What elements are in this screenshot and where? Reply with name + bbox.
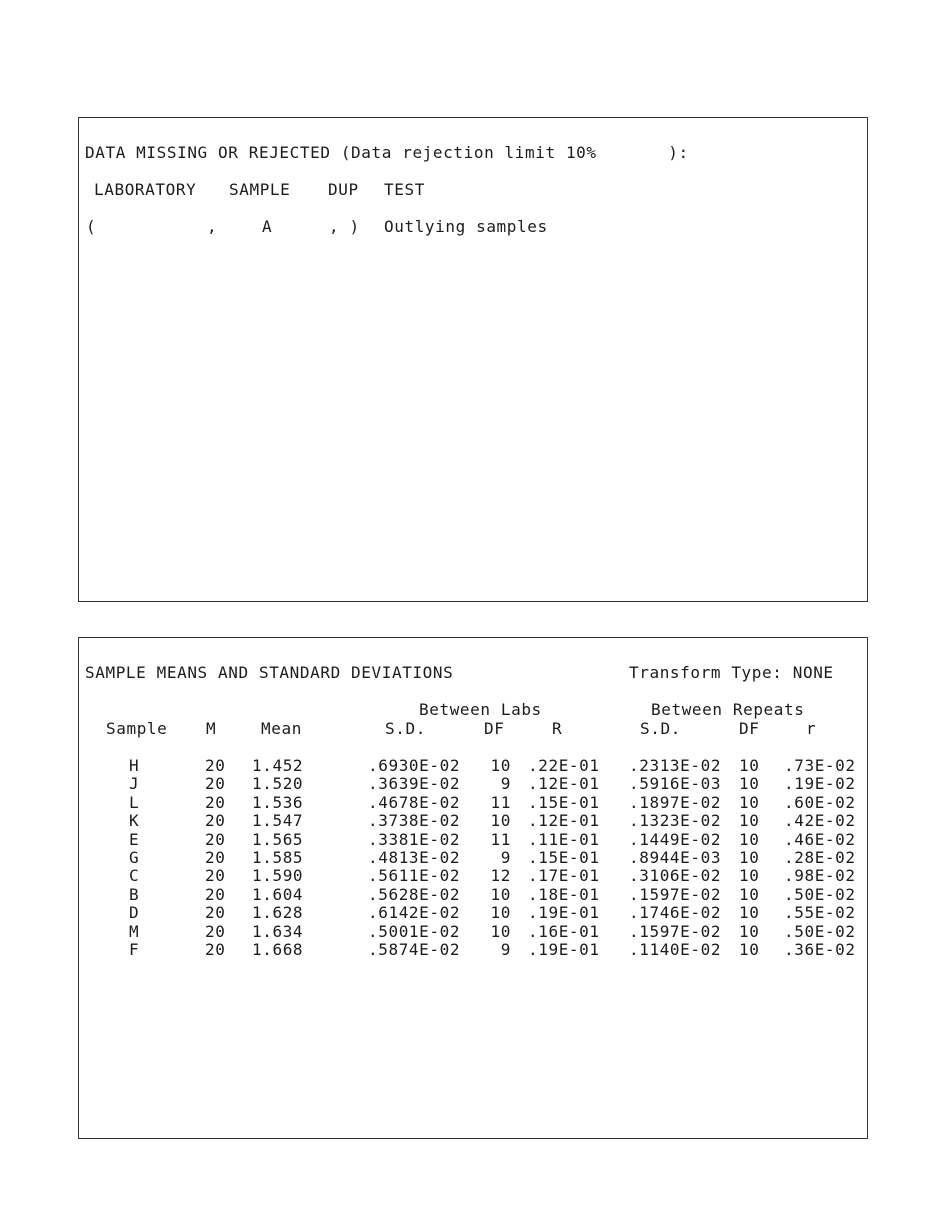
row-labs-r: .19E-01 [528, 903, 600, 923]
col-labs-sd: S.D. [385, 719, 426, 738]
col-rep-df: DF [739, 719, 760, 738]
row-sample: M [129, 921, 140, 941]
row-rep-df: 10 [739, 884, 760, 904]
row-sample: A [262, 217, 273, 236]
row-labs-r: .18E-01 [528, 884, 600, 904]
row-mean: 1.520 [252, 774, 304, 794]
row-rep-r: .28E-02 [784, 848, 856, 867]
row-labs-r: .15E-01 [528, 848, 600, 867]
row-sample: K [129, 811, 140, 831]
group-between-repeats: Between Repeats [651, 700, 805, 719]
transform-type: Transform Type: NONE [629, 663, 834, 682]
row-labs-r: .17E-01 [528, 866, 600, 886]
row-m: 20 [205, 829, 226, 849]
row-m: 20 [205, 774, 226, 794]
table-row [79, 775, 867, 793]
row-labs-sd: .5611E-02 [368, 866, 461, 886]
row-rep-sd: .8944E-03 [629, 848, 722, 867]
row-mean: 1.452 [252, 756, 304, 775]
row-rep-sd: .1897E-02 [629, 792, 722, 812]
row-labs-df: 9 [500, 848, 511, 867]
row-sample: G [129, 848, 140, 867]
row-labs-df: 10 [490, 921, 511, 941]
table-row [79, 941, 867, 959]
col-mean: Mean [261, 719, 302, 738]
row-rep-r: .50E-02 [784, 884, 856, 904]
row-test: Outlying samples [384, 217, 548, 236]
row-rep-sd: .1597E-02 [629, 884, 722, 904]
row-open-paren: ( [86, 217, 97, 236]
row-mean: 1.668 [252, 940, 304, 959]
row-m: 20 [205, 756, 226, 775]
row-rep-sd: .5916E-03 [629, 774, 722, 794]
row-rep-r: .98E-02 [784, 866, 856, 886]
row-labs-df: 10 [490, 756, 511, 775]
row-rep-r: .19E-02 [784, 774, 856, 794]
row-labs-sd: .4678E-02 [368, 792, 461, 812]
table-row [79, 886, 867, 904]
table-row [79, 849, 867, 867]
row-rep-sd: .1597E-02 [629, 921, 722, 941]
row-sample: J [129, 774, 140, 794]
row-sample: L [129, 792, 140, 812]
row-rep-df: 10 [739, 903, 760, 923]
row-labs-sd: .3381E-02 [368, 829, 461, 849]
row-rep-sd: .1746E-02 [629, 903, 722, 923]
table-row [79, 794, 867, 812]
row-mean: 1.565 [252, 829, 304, 849]
row-comma-close: , ) [329, 217, 360, 236]
row-labs-r: .11E-01 [528, 829, 600, 849]
row-m: 20 [205, 940, 226, 959]
row-rep-r: .73E-02 [784, 756, 856, 775]
row-labs-r: .19E-01 [528, 940, 600, 959]
row-mean: 1.547 [252, 811, 304, 831]
row-rep-sd: .1140E-02 [629, 940, 722, 959]
row-mean: 1.604 [252, 884, 304, 904]
row-m: 20 [205, 903, 226, 923]
data-missing-panel [78, 117, 868, 602]
row-m: 20 [205, 811, 226, 831]
col-m: M [206, 719, 217, 738]
row-labs-r: .15E-01 [528, 792, 600, 812]
header-test: TEST [384, 180, 425, 199]
row-sample: H [129, 756, 140, 775]
row-comma: , [207, 217, 218, 236]
row-sample: B [129, 884, 140, 904]
col-rep-r: r [806, 719, 817, 738]
row-labs-sd: .6142E-02 [368, 903, 461, 923]
row-labs-df: 10 [490, 811, 511, 831]
row-rep-r: .60E-02 [784, 792, 856, 812]
row-rep-df: 10 [739, 866, 760, 886]
row-mean: 1.585 [252, 848, 304, 867]
table-row [79, 831, 867, 849]
row-sample: D [129, 903, 140, 923]
row-rep-df: 10 [739, 940, 760, 959]
row-m: 20 [205, 848, 226, 867]
row-labs-r: .12E-01 [528, 811, 600, 831]
row-labs-df: 9 [500, 940, 511, 959]
row-labs-df: 12 [490, 866, 511, 886]
table-row [79, 867, 867, 885]
row-labs-r: .16E-01 [528, 921, 600, 941]
row-labs-sd: .4813E-02 [368, 848, 461, 867]
row-labs-sd: .3639E-02 [368, 774, 461, 794]
row-m: 20 [205, 866, 226, 886]
row-labs-sd: .5628E-02 [368, 884, 461, 904]
table-row [79, 812, 867, 830]
col-rep-sd: S.D. [640, 719, 681, 738]
row-labs-sd: .5001E-02 [368, 921, 461, 941]
row-labs-df: 10 [490, 884, 511, 904]
row-rep-df: 10 [739, 774, 760, 794]
row-mean: 1.590 [252, 866, 304, 886]
header-laboratory: LABORATORY [94, 180, 197, 199]
header-sample: SAMPLE [229, 180, 291, 199]
row-rep-r: .36E-02 [784, 940, 856, 959]
row-labs-df: 10 [490, 903, 511, 923]
table-row [79, 904, 867, 922]
table-row [79, 757, 867, 775]
row-sample: F [129, 940, 140, 959]
row-labs-sd: .3738E-02 [368, 811, 461, 831]
row-rep-df: 10 [739, 792, 760, 812]
row-mean: 1.628 [252, 903, 304, 923]
row-rep-df: 10 [739, 811, 760, 831]
header-dup: DUP [328, 180, 359, 199]
row-rep-r: .50E-02 [784, 921, 856, 941]
row-labs-df: 11 [490, 792, 511, 812]
row-labs-sd: .5874E-02 [368, 940, 461, 959]
row-mean: 1.634 [252, 921, 304, 941]
sample-means-panel [78, 637, 868, 1139]
row-labs-r: .22E-01 [528, 756, 600, 775]
row-rep-sd: .3106E-02 [629, 866, 722, 886]
row-rep-df: 10 [739, 756, 760, 775]
row-m: 20 [205, 884, 226, 904]
table-row [79, 923, 867, 941]
row-rep-r: .42E-02 [784, 811, 856, 831]
row-m: 20 [205, 921, 226, 941]
group-between-labs: Between Labs [419, 700, 542, 719]
col-labs-r: R [552, 719, 563, 738]
col-sample: Sample [106, 719, 168, 738]
row-rep-r: .46E-02 [784, 829, 856, 849]
row-rep-df: 10 [739, 921, 760, 941]
row-labs-r: .12E-01 [528, 774, 600, 794]
row-rep-df: 10 [739, 829, 760, 849]
row-rep-df: 10 [739, 848, 760, 867]
col-labs-df: DF [484, 719, 505, 738]
row-labs-df: 9 [500, 774, 511, 794]
row-sample: E [129, 829, 140, 849]
missing-title: DATA MISSING OR REJECTED (Data rejection limit 10% ): [85, 143, 689, 162]
row-mean: 1.536 [252, 792, 304, 812]
row-rep-sd: .1323E-02 [629, 811, 722, 831]
row-rep-sd: .2313E-02 [629, 756, 722, 775]
row-labs-sd: .6930E-02 [368, 756, 461, 775]
means-title: SAMPLE MEANS AND STANDARD DEVIATIONS [85, 663, 454, 682]
row-sample: C [129, 866, 140, 886]
row-m: 20 [205, 792, 226, 812]
row-labs-df: 11 [490, 829, 511, 849]
row-rep-r: .55E-02 [784, 903, 856, 923]
row-rep-sd: .1449E-02 [629, 829, 722, 849]
